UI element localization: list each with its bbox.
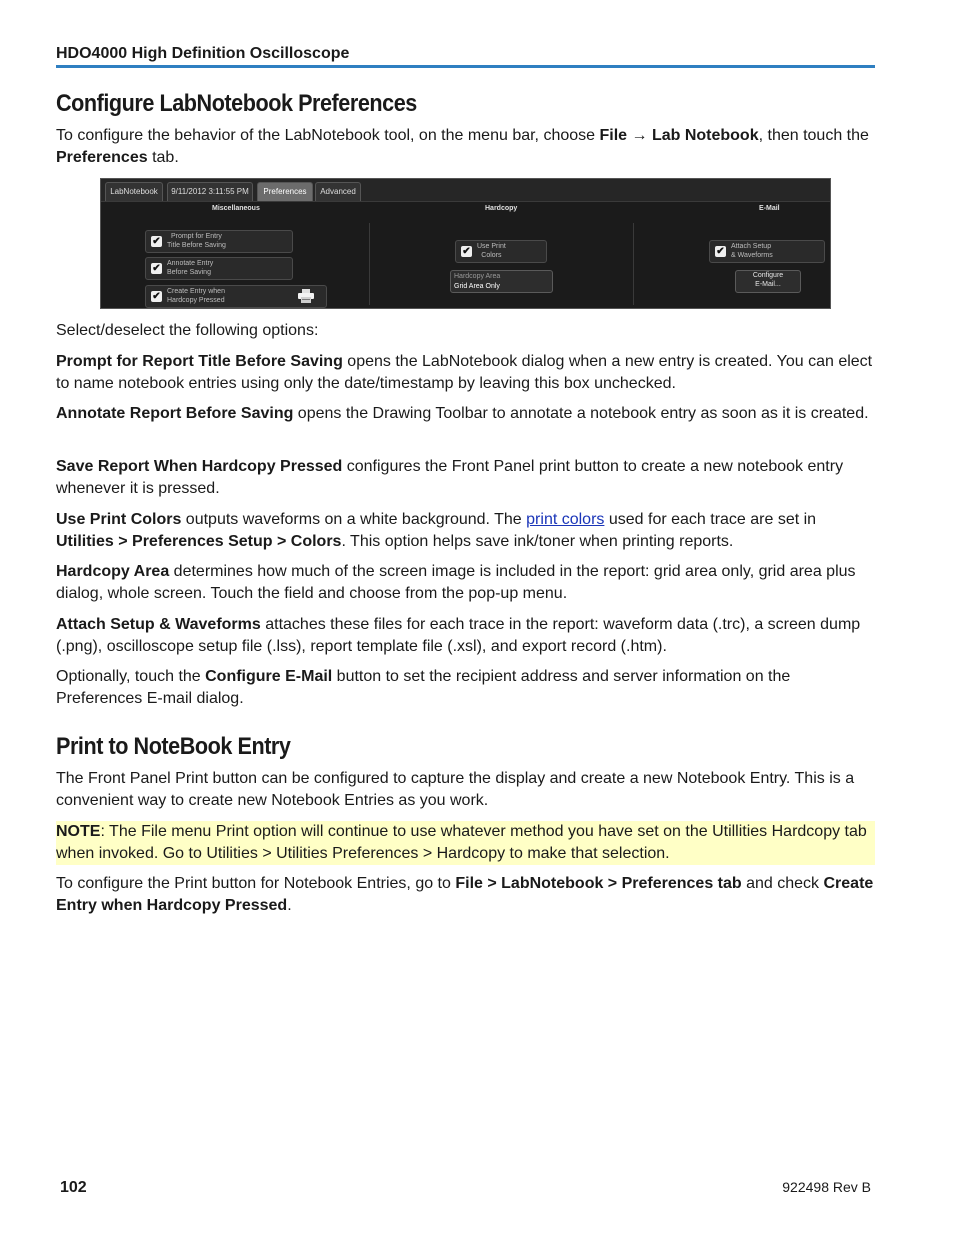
annotate-entry-option[interactable] bbox=[145, 257, 293, 280]
description-text: used for each trace are set in bbox=[604, 511, 817, 528]
menu-path-preferences-tab: File > LabNotebook > Preferences tab bbox=[455, 875, 742, 892]
print-button-paragraph: The Front Panel Print button can be configured to capture the display and create a new Notebook Entry. This is a convenient way to create new Notebook Entries as you work. bbox=[56, 770, 855, 809]
section-heading-configure: Configure LabNotebook Preferences bbox=[56, 90, 417, 117]
checkbox-checked-icon[interactable]: ✔ bbox=[152, 263, 161, 274]
use-print-colors-label: Use Print Colors bbox=[477, 243, 506, 259]
section-heading-print-notebook: Print to NoteBook Entry bbox=[56, 733, 291, 760]
intro-text-3: tab. bbox=[147, 149, 179, 166]
tab-labnotebook[interactable]: LabNotebook bbox=[105, 182, 163, 201]
description-text: determines how much of the screen image is included in the report: grid area only, grid area plus dialog, whole screen. Touch the field and choose from the pop-up menu. bbox=[56, 563, 856, 602]
attach-setup-option[interactable] bbox=[709, 240, 825, 263]
term-attach-setup: Attach Setup & Waveforms bbox=[56, 616, 261, 633]
running-header: HDO4000 High Definition Oscilloscope bbox=[56, 45, 875, 68]
dialog-tab-bar bbox=[101, 179, 830, 202]
checkbox-checked-icon[interactable]: ✔ bbox=[152, 291, 161, 302]
description-text: opens the LabNotebook dialog when a new entry is created. You can elect to name notebook entries using only the date/timestamp by leaving this box unchecked. bbox=[56, 353, 873, 392]
term-print-colors: Use Print Colors bbox=[56, 511, 182, 528]
intro-bold-preferences: Preferences bbox=[56, 149, 148, 166]
option-description-save-hardcopy bbox=[56, 456, 878, 500]
section-title-hardcopy: Hardcopy bbox=[485, 205, 518, 212]
section-title-miscellaneous: Miscellaneous bbox=[212, 205, 260, 212]
create-entry-option[interactable] bbox=[145, 285, 327, 308]
term-hardcopy-area: Hardcopy Area bbox=[56, 563, 170, 580]
term-create-entry: Create Entry when Hardcopy Pressed bbox=[56, 875, 874, 914]
description-text: button to set the recipient address and server information on the Preferences E-mail dialog. bbox=[56, 668, 791, 707]
hardcopy-area-value: Grid Area Only bbox=[454, 283, 500, 290]
attach-setup-label: Attach Setup & Waveforms bbox=[731, 243, 773, 259]
term-configure-email: Configure E-Mail bbox=[205, 668, 333, 685]
configure-email-button[interactable]: Configure E-Mail... bbox=[735, 270, 801, 293]
prompt-title-option[interactable] bbox=[145, 230, 293, 253]
intro-paragraph bbox=[56, 125, 878, 169]
select-instruction: Select/deselect the following options: bbox=[56, 322, 319, 339]
document-revision: 922498 Rev B bbox=[782, 1179, 871, 1195]
tab-timestamp[interactable]: 9/11/2012 3:11:55 PM bbox=[167, 182, 253, 201]
preferences-dialog-screenshot bbox=[100, 178, 831, 309]
option-description-annotate bbox=[56, 403, 878, 425]
checkbox-checked-icon[interactable]: ✔ bbox=[152, 236, 161, 247]
hardcopy-area-select[interactable] bbox=[450, 270, 553, 293]
option-description-hardcopy-area bbox=[56, 561, 878, 605]
description-text: . bbox=[287, 897, 292, 914]
term-prompt: Prompt for Report Title Before Saving bbox=[56, 353, 343, 370]
tab-advanced[interactable]: Advanced bbox=[315, 182, 361, 201]
intro-text-1: To configure the behavior of the LabNotebook tool, on the menu bar, choose bbox=[56, 127, 600, 144]
description-text: and check bbox=[741, 875, 824, 892]
create-entry-label: Create Entry when Hardcopy Pressed bbox=[167, 288, 225, 304]
option-description-attach bbox=[56, 614, 878, 658]
option-description-prompt bbox=[56, 351, 878, 395]
section-title-email: E-Mail bbox=[759, 205, 780, 212]
annotate-entry-label: Annotate Entry Before Saving bbox=[167, 260, 214, 276]
checkbox-checked-icon[interactable]: ✔ bbox=[716, 246, 725, 257]
note-callout bbox=[56, 821, 875, 865]
description-text: attaches these files for each trace in the report: waveform data (.trc), a screen dump (.png), oscilloscope setup file (.lss), report template file (.xsl), and export record (.htm). bbox=[56, 616, 861, 655]
prompt-title-label: Prompt for Entry Title Before Saving bbox=[167, 233, 226, 249]
configure-email-paragraph bbox=[56, 666, 878, 710]
note-label: NOTE bbox=[56, 823, 101, 840]
hardcopy-area-label: Hardcopy Area bbox=[454, 273, 501, 280]
description-text: Optionally, touch the bbox=[56, 668, 206, 685]
description-text: opens the Drawing Toolbar to annotate a notebook entry as soon as it is created. bbox=[293, 405, 869, 422]
description-text: outputs waveforms on a white background. The bbox=[181, 511, 527, 528]
print-colors-link[interactable]: print colors bbox=[526, 511, 605, 528]
description-text: To configure the Print button for Notebook Entries, go to bbox=[56, 875, 456, 892]
intro-text-2: , then touch the bbox=[758, 127, 869, 144]
term-annotate: Annotate Report Before Saving bbox=[56, 405, 294, 422]
option-description-print-colors bbox=[56, 509, 878, 553]
note-text: : The File menu Print option will continue to use whatever method you have set on the Utillities Hardcopy tab when invoked. Go to Utilities > Utilities Preferences > Hardcopy to make that selection. bbox=[56, 823, 867, 862]
checkbox-checked-icon[interactable]: ✔ bbox=[462, 246, 471, 257]
menu-path-colors: Utilities > Preferences Setup > Colors bbox=[56, 533, 342, 550]
section-divider bbox=[369, 223, 370, 305]
section-divider bbox=[633, 223, 634, 305]
description-text: configures the Front Panel print button to create a new notebook entry whenever it is pressed. bbox=[56, 458, 844, 497]
printer-icon bbox=[298, 289, 314, 303]
use-print-colors-option[interactable] bbox=[455, 240, 547, 263]
tab-preferences[interactable]: Preferences bbox=[257, 182, 313, 201]
description-text: . This option helps save ink/toner when printing reports. bbox=[341, 533, 734, 550]
term-save-hardcopy: Save Report When Hardcopy Pressed bbox=[56, 458, 343, 475]
configure-print-paragraph bbox=[56, 873, 878, 917]
page-number: 102 bbox=[60, 1179, 87, 1196]
intro-bold-menu-path: File → Lab Notebook bbox=[599, 127, 759, 144]
